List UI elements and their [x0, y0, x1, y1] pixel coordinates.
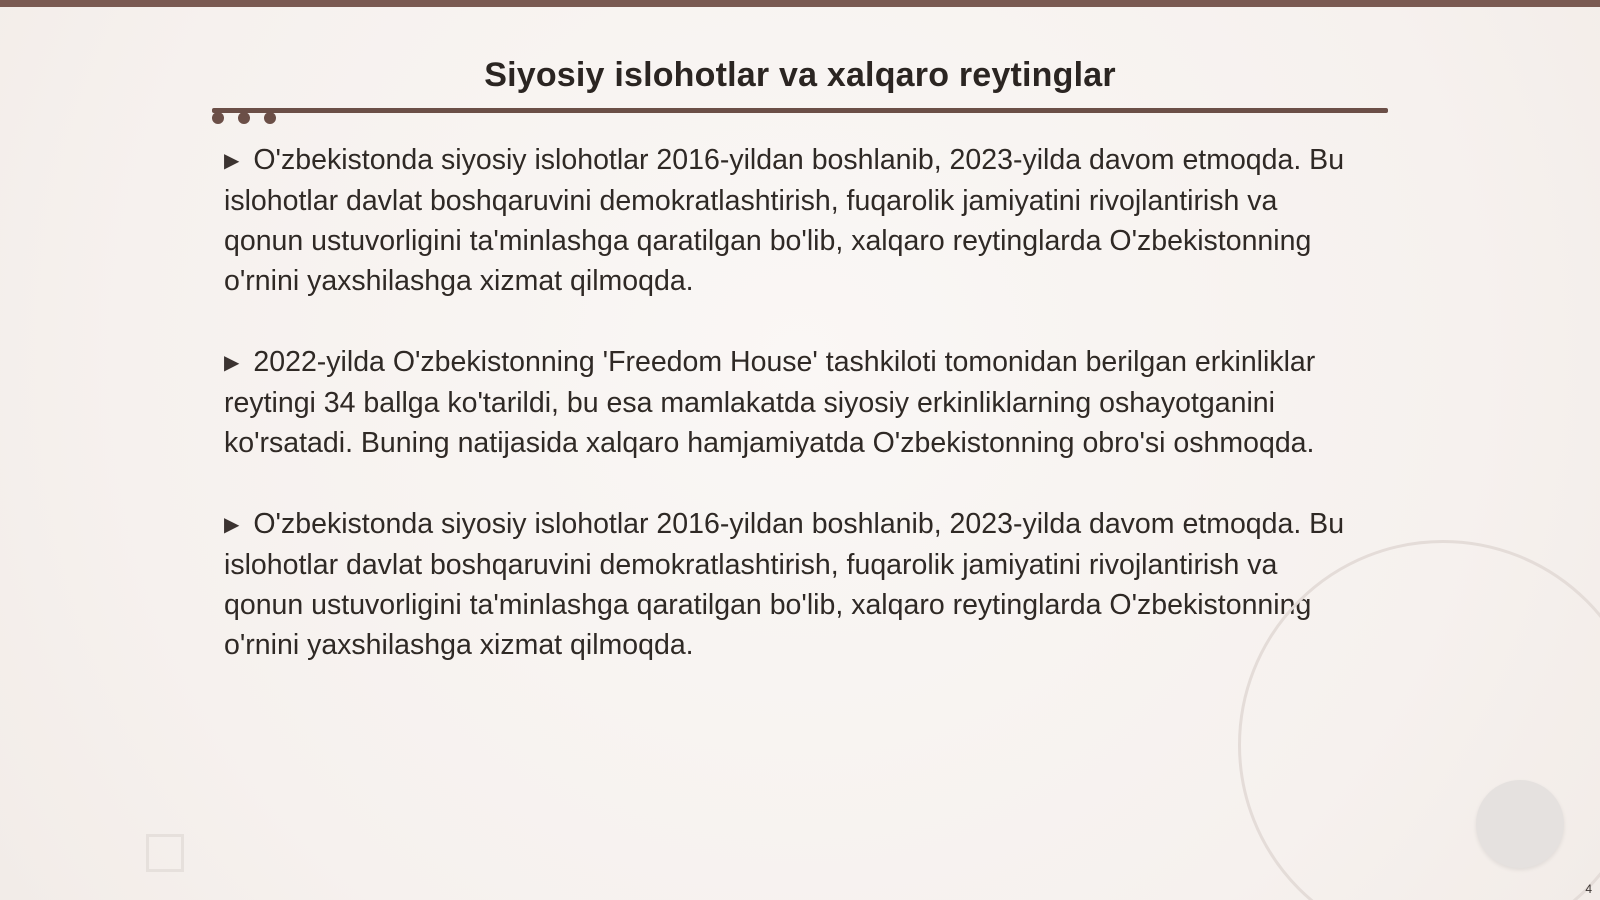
decor-dot — [264, 112, 276, 124]
decorative-square — [146, 834, 184, 872]
bullet-paragraph-2 — [224, 342, 1354, 463]
slide-title: Siyosiy islohotlar va xalqaro reytinglar — [484, 56, 1116, 94]
bullet-paragraph-1 — [224, 140, 1354, 301]
top-accent-bar — [0, 0, 1600, 7]
bullet-arrow-icon: ▶ — [224, 150, 240, 172]
bullet-arrow-icon: ▶ — [224, 352, 240, 374]
paragraph-text: O'zbekistonda siyosiy islohotlar 2016-yildan boshlanib, 2023-yilda davom etmoqda. Bu islohotlar davlat boshqaruvini demokratlashtirish, fuqarolik jamiyatini rivojlantirish va qonun ustuvorligini ta'minlashga qaratilgan bo'lib, xalqaro reytinglarda O'zbekistonning o'rnini yaxshilashga xizmat qilmoqda. — [224, 144, 1345, 297]
bullet-paragraph-3 — [224, 504, 1354, 665]
title-underline — [212, 108, 1388, 113]
title-dots-decoration — [212, 112, 282, 126]
decor-dot — [238, 112, 250, 124]
decorative-circle — [1476, 780, 1564, 868]
bullet-arrow-icon: ▶ — [224, 514, 240, 536]
paragraph-text: O'zbekistonda siyosiy islohotlar 2016-yildan boshlanib, 2023-yilda davom etmoqda. Bu islohotlar davlat boshqaruvini demokratlashtirish, fuqarolik jamiyatini rivojlantirish va qonun ustuvorligini ta'minlashga qaratilgan bo'lib, xalqaro reytinglarda O'zbekistonning o'rnini yaxshilashga xizmat qilmoqda. — [224, 508, 1345, 661]
paragraph-text: 2022-yilda O'zbekistonning 'Freedom House' tashkiloti tomonidan berilgan erkinliklar reytingi 34 ballga ko'tarildi, bu esa mamlakatda siyosiy erkinliklarning oshayotganini ko'rsatadi. Buning natijasida xalqaro hamjamiyatda O'zbekistonning obro'si oshmoqda. — [224, 346, 1316, 459]
slide-body — [224, 140, 1354, 706]
page-number: 4 — [1585, 882, 1592, 896]
decor-dot — [212, 112, 224, 124]
